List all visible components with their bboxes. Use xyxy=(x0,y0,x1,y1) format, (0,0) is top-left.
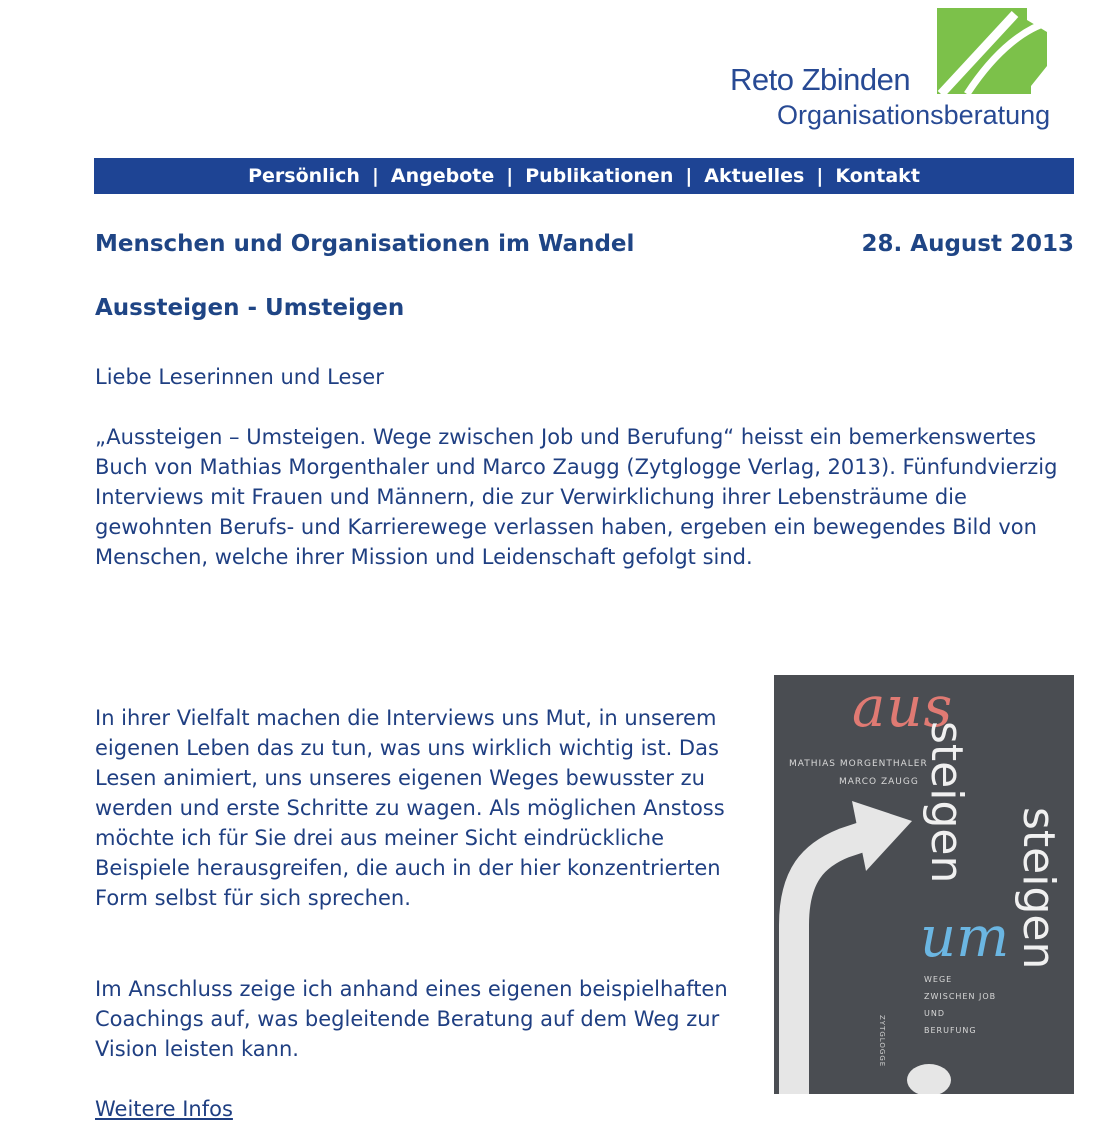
nav-separator: | xyxy=(685,165,693,187)
logo-mark-icon xyxy=(937,8,1067,94)
nav-item-aktuelles[interactable]: Aktuelles xyxy=(704,165,805,187)
book-cover-image[interactable] xyxy=(774,675,1074,1094)
cover-word-um: um xyxy=(920,905,1010,970)
logo-name: Reto Zbinden xyxy=(730,62,911,97)
paragraph-diversity: In ihrer Vielfalt machen die Interviews uns Mut, in unserem eigenen Leben das zu tun, was uns wirklich wichtig ist. Das Lesen animiert, uns unseres eigenen Weges bewusster zu werden und erste Schritte zu wagen. Als möglichen Anstoss möchte ich für Sie drei aus meiner Sicht eindrückliche Beispiele herausgreifen, die auch in der hier konzentrierten Form selbst für sich sprechen. xyxy=(95,706,725,910)
logo-subtitle: Organisationsberatung xyxy=(777,100,1051,130)
paragraph-coaching: Im Anschluss zeige ich anhand eines eigenen beispielhaften Coachings auf, was begleitende Beratung auf dem Weg zur Vision leisten kann. xyxy=(95,977,728,1061)
greeting: Liebe Leserinnen und Leser xyxy=(95,365,384,389)
cover-author-1: MATHIAS MORGENTHALER xyxy=(789,759,928,769)
main-nav xyxy=(94,158,1074,194)
more-info-link[interactable]: Weitere Infos xyxy=(95,1097,233,1121)
nav-item-publikationen[interactable]: Publikationen xyxy=(525,165,674,187)
nav-separator: | xyxy=(371,165,379,187)
cover-publisher: ZYTGLOGGE xyxy=(878,1015,886,1068)
cover-subtitle xyxy=(924,971,1034,1039)
article-title: Aussteigen - Umsteigen xyxy=(95,295,405,321)
nav-separator: | xyxy=(506,165,514,187)
cover-authors xyxy=(789,755,928,791)
nav-separator: | xyxy=(816,165,824,187)
nav-item-angebote[interactable]: Angebote xyxy=(390,165,495,187)
cover-word-steigen-2: steigen xyxy=(1013,807,1064,970)
cover-subtitle-line: UND xyxy=(924,1009,945,1018)
nav-item-kontakt[interactable]: Kontakt xyxy=(835,165,920,187)
newsletter-date: 28. August 2013 xyxy=(861,231,1074,257)
cover-subtitle-line: BERUFUNG xyxy=(924,1026,977,1035)
cover-author-2: MARCO ZAUGG xyxy=(839,777,919,787)
cover-subtitle-line: ZWISCHEN JOB xyxy=(924,992,997,1001)
cover-subtitle-line: WEGE xyxy=(924,975,953,984)
cover-word-aus: aus xyxy=(852,675,954,740)
nav-item-persoenlich[interactable]: Persönlich xyxy=(248,165,360,187)
paragraph-intro: „Aussteigen – Umsteigen. Wege zwischen Job und Berufung“ heisst ein bemerkenswertes Buch von Mathias Morgenthaler und Marco Zaugg (Zytglogge Verlag, 2013). Fünfundvierzig Interviews mit Frauen und Männern, die zur Verwirklichung ihrer Lebensträume die gewohnten Berufs- und Karrierewege verlassen haben, ergeben ein bewegendes Bild von Menschen, welche ihrer Mission und Leidenschaft gefolgt sind. xyxy=(95,425,1058,569)
cover-word-steigen-1: steigen xyxy=(921,721,972,884)
company-logo[interactable] xyxy=(730,8,1075,133)
newsletter-headline: Menschen und Organisationen im Wandel xyxy=(95,231,635,257)
